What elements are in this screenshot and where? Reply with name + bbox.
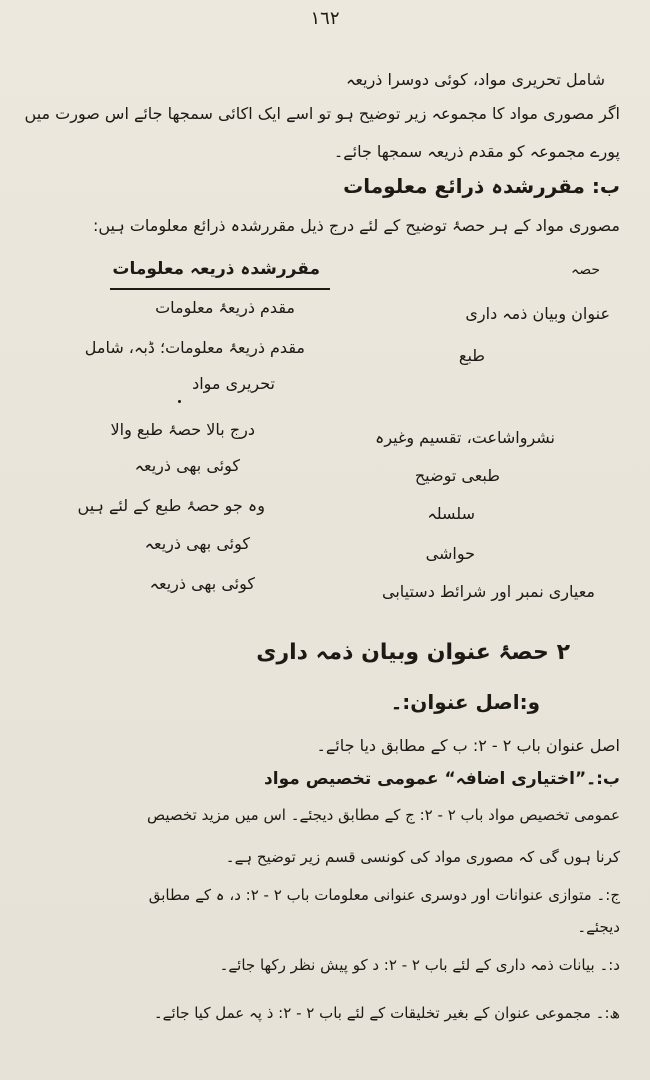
sub-a-text: اصل عنوان باب ۲ - ۲: ب کے مطابق دیا جائے۔ (316, 736, 620, 755)
source-row-5: کوئی بھی ذریعہ (134, 456, 240, 475)
source-row-4: درج بالا حصۂ طبع والا (110, 420, 255, 439)
section-b-heading: ب: مقررشدہ ذرائع معلومات (343, 174, 620, 198)
section-row-5: سلسلہ (427, 504, 475, 523)
source-row-1: مقدم ذریعۂ معلومات (155, 298, 295, 317)
sub-b-text-1: عمومی تخصیص مواد باب ۲ - ۲: ج کے مطابق دیجئے۔ اس میں مزید تخصیص (147, 806, 620, 824)
header-underline (110, 288, 330, 290)
source-row-8: کوئی بھی ذریعہ (149, 574, 255, 593)
sub-h-text: ھ:۔ مجموعی عنوان کے بغیر تخلیقات کے لئے باب ۲ - ۲: ذ پہ عمل کیا جائے۔ (153, 1004, 620, 1022)
source-row-7: کوئی بھی ذریعہ (144, 534, 250, 553)
source-row-3: تحریری مواد (192, 374, 275, 393)
column-header-source: مقررشدہ ذریعہ معلومات (112, 259, 320, 279)
section-row-2: طبع (458, 346, 485, 365)
page-number: ١٦٢ (310, 8, 340, 29)
source-row-6: وہ جو حصۂ طبع کے لئے ہیں (77, 496, 265, 515)
source-row-2: مقدم ذریعۂ معلومات؛ ڈبہ، شامل (84, 338, 305, 357)
section-row-7: معیاری نمبر اور شرائط دستیابی (381, 582, 595, 601)
intro-line-3: پورے مجموعہ کو مقدم ذریعہ سمجھا جائے۔ (333, 142, 620, 161)
section-row-4: طبعی توضیح (414, 466, 500, 485)
section-row-3: نشرواشاعت، تقسیم وغیرہ (374, 428, 555, 447)
section-row-1: عنوان وبیان ذمہ داری (465, 304, 610, 323)
dot-mark (178, 400, 181, 403)
sub-b-text-2: کرنا ہوں گی کہ مصوری مواد کی کونسی قسم زیر توضیح ہے۔ (225, 848, 620, 866)
intro-line-1: شامل تحریری مواد، کوئی دوسرا ذریعہ (346, 70, 605, 89)
section-b-intro: مصوری مواد کے ہر حصۂ توضیح کے لئے درج ذیل مقررشدہ ذرائع معلومات ہیں: (92, 216, 620, 235)
sub-a-heading: و:اصل عنوان:۔ (390, 690, 540, 714)
sub-c-text-2: دیجئے۔ (577, 918, 620, 936)
section-row-6: حواشی (425, 544, 475, 563)
column-header-section: حصہ (571, 262, 600, 278)
sub-c-text-1: ج:۔ متوازی عنوانات اور دوسری عنوانی معلومات باب ۲ - ۲: د، ہ کے مطابق (148, 886, 620, 904)
sub-d-text: د:۔ بیانات ذمہ داری کے لئے باب ۲ - ۲: د کو پیش نظر رکھا جائے۔ (219, 956, 620, 974)
sub-b-heading: ب:۔”اختیاری اضافہ“ عمومی تخصیص مواد (264, 769, 620, 789)
section-2-heading: ۲ حصۂ عنوان وبیان ذمہ داری (256, 640, 570, 665)
intro-line-2: اگر مصوری مواد کا مجموعہ زیر توضیح ہو تو اسے ایک اکائی سمجھا جائے اس صورت میں (24, 104, 620, 123)
